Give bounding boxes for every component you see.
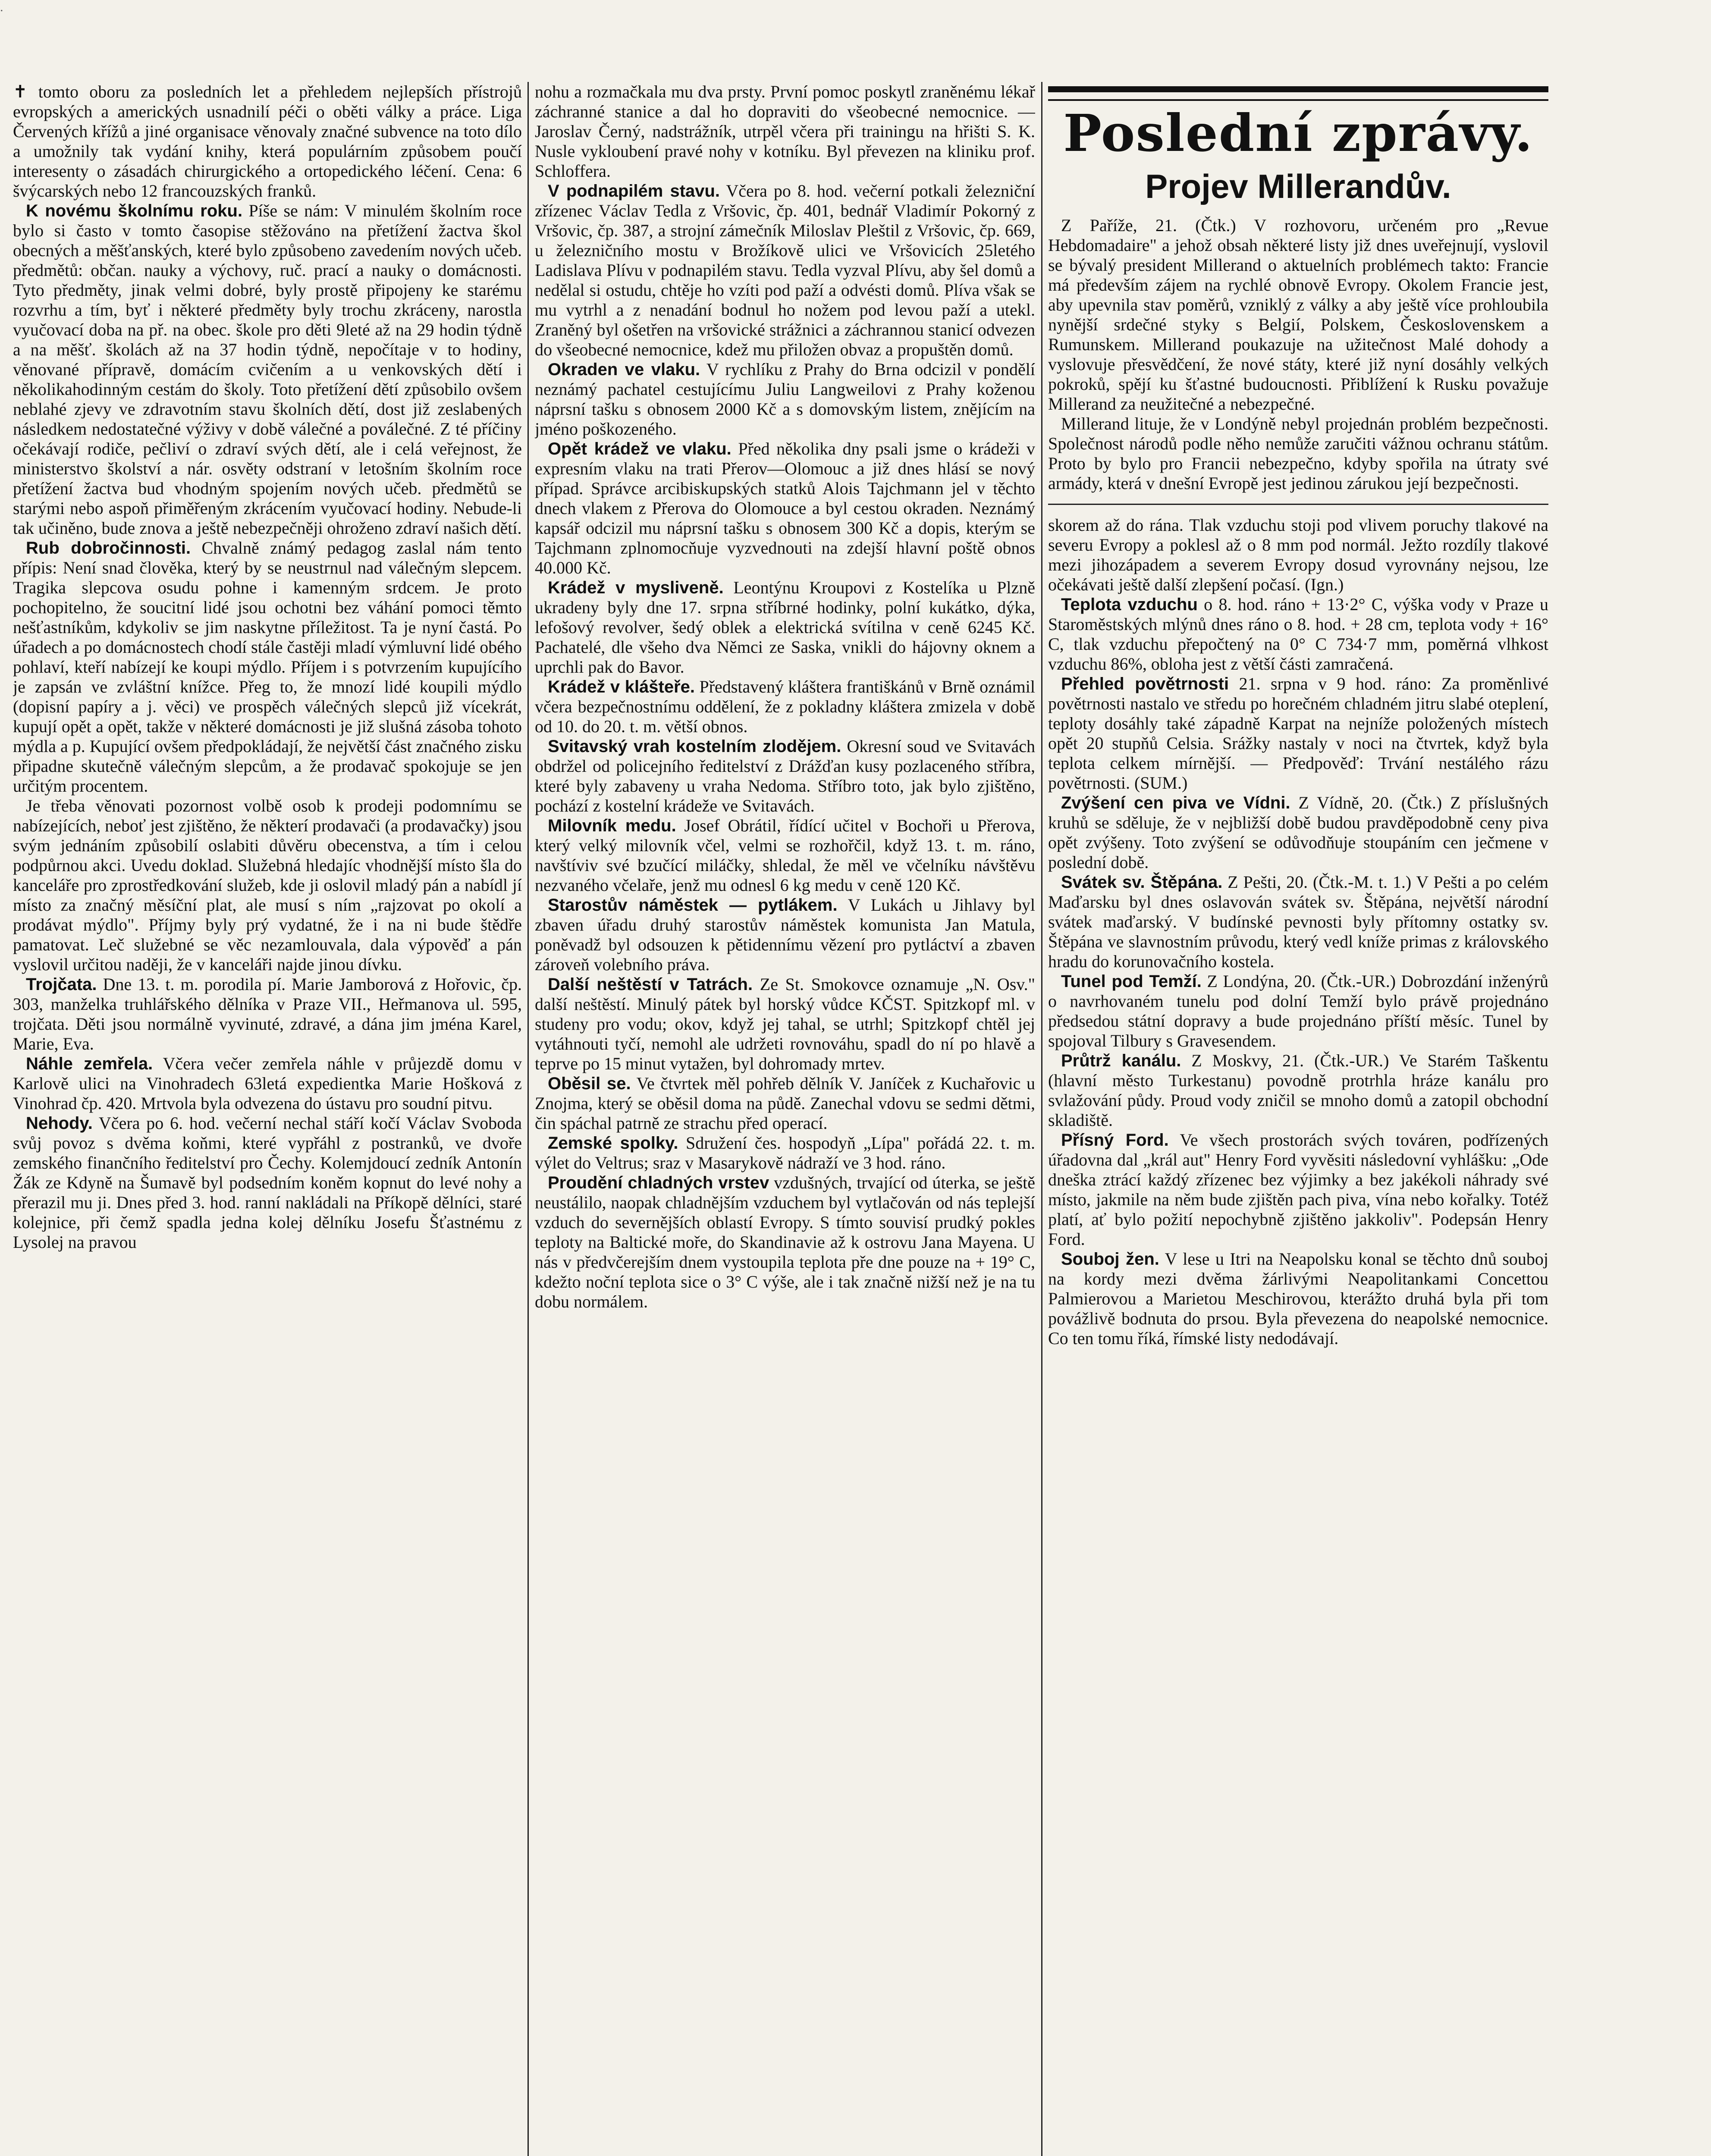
news-item-title: Svitavský vrah kostelním zlodějem. <box>548 737 841 756</box>
news-item-text: Včera po 8. hod. večerní potkali železniční zřízenec Václav Tedla z Vršovic, čp. 401, bednář Vladimír Pokorný z Vršovic, čp. 387, a strojní zámečník Miloslav Pleštil z Vršovic, čp. 669, u železničního mostu v Brožíkově ulici ve Vršovicích 25letého Ladislava Plívu v podnapilém stavu. Tedla vyzval Plívu, aby šel domů a nedělal si ostudu, chtěje ho vzíti pod paží a odvésti domů. Plíva však se mu vytrhl a z nenadání bodnul ho nožem pod levou paží a utekl. Zraněný byl ošetřen na vršovické strážnici a záchrannou stanicí odvezen do všeobecné nemocnice, kdež mu přiložen obvaz a propuštěn domů. <box>535 181 1035 359</box>
news-item-title: Oběsil se. <box>548 1074 631 1093</box>
news-item-title: Průtrž kanálu. <box>1061 1051 1181 1070</box>
news-item-text: Chvalně známý pedagog zaslal nám tento přípis: Není snad člověka, který by se neustrnul nad válečným slepcem. Tragika slepcova osudu pohne i kamenným srdcem. Je proto pochopitelno, že soucitní lidé jsou ochotni bez váhání pomoci těmto nešťastníkům, kdykoliv se jim naskytne příležitost. Ta je nyní častá. Po úřadech a po domácnostech chodí stále častěji mladí výmluvní lidé obého pohlaví, kteří nabízejí ke koupi mýdlo. Příjem i s potvrzením kupujícího je zapsán ve zvláštní knížce. Přeg to, že mnozí lidé koupili mýdlo (dopisní papíry a j. věci) ve prospěch válečných slepců již vícekrát, kupují opět a opět, takže v některé domácnosti je již slušná zásoba tohoto mýdla a p. Kupující ovšem předpokládají, že největší část značného zisku připadne skutečně válečným slepcům, a že prodavač spokojuje se jen určitým procentem. <box>13 538 522 796</box>
news-item <box>535 1173 1035 1312</box>
news-item <box>1048 971 1548 1051</box>
news-item <box>535 578 1035 677</box>
column-rule <box>1041 82 1042 2156</box>
news-item-title: Proudění chladných vrstev <box>548 1173 769 1192</box>
news-item-title: Další neštěstí v Tatrách. <box>548 975 753 994</box>
article-text: skorem až do rána. Tlak vzduchu stoji pod vlivem poruchy tlakové na severu Evropy a poklesl až o 8 mm pod normál. Ježto rozdíly tlakové mezi jihozápadem a severem Evropy dosud vyrovnány nejsou, lze očekávati ještě další zlepšení počasí. (Ign.) <box>1048 515 1548 594</box>
banner-rule <box>1048 99 1548 101</box>
news-item-text: o 8. hod. ráno + 13·2° C, výška vody v Praze u Staroměstských mlýnů dnes ráno o 8. hod. + 28 cm, teplota vody + 16° C, tlak vzduchu přepočtený na 0° C 734·7 mm, poměrná vlhkost vzduchu 86%, obloha jest z větší části zamračená. <box>1048 595 1548 674</box>
article-text: ✝ tomto oboru za posledních let a přehledem nejlepších přístrojů evropských a amerických usnadnilí péči o oběti války a práce. Liga Červených křížů a jiné organisace věnovaly značné subvence na toto dílo a umožnily tak vydání knihy, která populárním způsobem poučí interesenty o zásadách chirurgického a ortopedického léčení. Cena: 6 švýcarských nebo 12 francouzských franků. <box>13 82 522 201</box>
news-item <box>535 895 1035 975</box>
news-item <box>535 439 1035 578</box>
news-item-text: Před několika dny psali jsme o krádeži v expresním vlaku na trati Přerov—Olomouc a již dnes hlásí se nový případ. Správce arcibiskupských statků Alois Tajchmann jel v těchto dnech vlakem z Přerova do Olomouce a byl cestou okraden. Neznámý kapsář odcizil mu náprsní tašku s obnosem 300 Kč a dopis, kterým se Tajchmann zplnomocňuje vyzvednouti na zdejší hlavní poště obnos 40.000 Kč. <box>535 439 1035 577</box>
news-item-title: Rub dobročinnosti. <box>26 539 191 558</box>
news-item-text: Sdružení čes. hospodyň „Lípa" pořádá 22. t. m. výlet do Veltrus; sraz v Masarykově nádraží ve 3 hod. ráno. <box>535 1133 1035 1172</box>
news-item <box>13 1054 522 1113</box>
news-item <box>535 1133 1035 1173</box>
news-item <box>1048 1051 1548 1130</box>
news-item <box>1048 793 1548 872</box>
newspaper-page <box>13 82 1695 2156</box>
news-item-text: vzdušných, trvající od úterka, se ještě neustálilo, naopak chladnějším vzduchem byl vytlačován od nás teplejší vzduch do severnějších oblastí Evropy. S tímto souvisí prudký pokles teploty na Baltické moře, do Skandinavie až k ostrovu Jana Mayena. U nás v předvčerejším dnem vystoupila teplota pře dne pouze na + 19° C, kdežto noční teplota sice o 3° C výše, ale i tak značně nižší než je na tu dobu normálem. <box>535 1173 1035 1311</box>
news-item-text: Z Vídně, 20. (Čtk.) Z příslušných kruhů se sděluje, že v nejbližší době budou pravděpodobně ceny piva opět zvýšeny. Toto zvýšení se odůvodňuje stoupáním cen ječmene v poslední době. <box>1048 793 1548 872</box>
news-item <box>535 1074 1035 1133</box>
news-item-text: Včera večer zemřela náhle v průjezdě domu v Karlově ulici na Vinohradech 63letá expedientka Marie Hošková z Vinohrad čp. 420. Mrtvola byla odvezena do ústavu pro soudní pitvu. <box>13 1054 522 1113</box>
news-item-title: V podnapilém stavu. <box>548 182 720 201</box>
news-item-text: Z Londýna, 20. (Čtk.-UR.) Dobrozdání inženýrů o navrhovaném tunelu pod dolní Temží bylo právě projednáno předsedou státní dopravy a bude projednáno příští měsíc. Tunel by spojoval Tilbury s Gravesendem. <box>1048 971 1548 1050</box>
news-item-title: Přehled povětrnosti <box>1061 674 1229 693</box>
news-item-text: Včera po 6. hod. večerní nechal stáří kočí Václav Svoboda svůj povoz s dvěma koňmi, které vypřáhl z postranků, ve dvoře zemského finančního ředitelství pro Čechy. Kolemjdoucí zedník Antonín Žák ze Kdyně na Šumavě byl podsedním koněm kopnut do levé nohy a přerazil mu ji. Dnes před 3. hod. ranní nakládali na Příkopě dělníci, staré kolejnice, při čemž spadla jedna kolej dělníku Josefu Šťastnému z Lysolej na pravou <box>13 1113 522 1252</box>
news-item <box>1048 1249 1548 1348</box>
news-item-text: V Lukách u Jihlavy byl zbaven úřadu druhý starostův náměstek komunista Jan Matula, poněvadž byl odsouzen k pětidennímu vězení pro pytláctví a zbaven zároveň volebního práva. <box>535 895 1035 974</box>
news-item <box>1048 872 1548 971</box>
news-item-text: Z Moskvy, 21. (Čtk.-UR.) Ve Starém Taškentu (hlavní město Turkestanu) povodně protrhla hráze kanálu pro svlažování půdy. Proud vody zničil se mnoho domů a zatopil obchodní skladiště. <box>1048 1051 1548 1130</box>
news-item <box>1048 595 1548 674</box>
news-item-text: Ve všech prostorách svých továren, podřízených úřadovna dal „král aut" Henry Ford vyvěsiti následovní vyhlášku: „Ode dneška ztrácí každý zřízenec bez výjimky a bez jakékoli náhrady své místo, jakmile na něm bude zjištěn pach piva, vína nebo kořalky. Totéž platí, ať bylo požití nepochybně zjištěno jakkoliv". Podepsán Henry Ford. <box>1048 1130 1548 1249</box>
article-headline: Projev Millerandův. <box>1145 167 1451 205</box>
article-text: Z Paříže, 21. (Čtk.) V rozhovoru, určeném pro „Revue Hebdomadaire" a jehož obsah některé listy již dnes uveřejnují, vyslovil se bývalý president Millerand o aktuelních problémech takto: Francie má především zájem na rychlé obnově Evropy. Okolem Francie jest, aby upevnila stav poměrů, vzniklý z války a aby ještě více prohloubila nynější srdečné styky s Belgií, Polskem, Československem a Rumunskem. Millerand poukazuje na užitečnost Malé dohody a vyslovuje přesvědčení, že nové státy, které již nyní dosáhly velkých pokroků, spějí ku šťastné budoucnosti. Přiblížení k Rusku považuje Millerand za neužitečné a nebezpečné. <box>1048 216 1548 414</box>
news-item <box>535 181 1035 360</box>
news-item <box>535 975 1035 1074</box>
news-item-text: Je třeba věnovati pozornost volbě osob k prodeji podomnímu se nabízejících, neboť jest zjištěno, že některí prodavači (a prodavačky) jsou svým jednáním způsobilí oslabiti důvěru obecenstva, a tím i celou podpůrnou akci. Uvedu doklad. Služebná hledajíc vhodnější místo šla do kanceláře pro zprostředkování služeb, kde ji oslovil mladý pán a nabídl jí místo za značný měsíční plat, ale musí s ním „rajzovat po okolí a prodávat mýdlo". Příjmy byly prý vydatné, že i na ni bude štědře pamatovat. Leč služebné se věc nezamlouvala, dala výpověď a pán vyslovil určitou naději, že v kanceláři najde jinou dívku. <box>13 796 522 974</box>
news-item-text: V lese u Itri na Neapolsku konal se těchto dnů souboj na kordy mezi dvěma žárlivými Neapolitankami Concettou Palmierovou a Marietou Meschirovou, kterážto druhá byla při tom povážlivě bodnuta do prsou. Byla převezena do neapolské nemocnice. Co ten tomu říká, římské listy nedodávají. <box>1048 1249 1548 1348</box>
news-item-title: Náhle zemřela. <box>26 1054 153 1073</box>
column-rule <box>527 82 529 2156</box>
column-2 <box>535 82 1035 2156</box>
news-item <box>535 360 1035 439</box>
news-item-text: Leontýnu Kroupovi z Kostelíka u Plzně ukradeny byly dne 17. srpna stříbrné hodinky, polní kukátko, dýka, lefošový revolver, šedý oblek a elektrická svítilna v ceně 6245 Kč. Pachatelé, dle všeho dva Němci ze Saska, vnikli do hájovny oknem a uprchli pak do Bavor. <box>535 578 1035 677</box>
news-item-text: Ze St. Smokovce oznamuje „N. Osv." další neštěstí. Minulý pátek byl horský vůdce KČST. Spitzkopf ml. v studeny pro vodu; okov, když jej tahal, se utrhl; Spitzkopf chtěl jej vytáhnouti tyčí, nemohl ale udržeti rovnováhu, spadl do ní po hlavě a teprve po 15 minut vytažen, byl dohromady mrtev. <box>535 975 1035 1073</box>
news-item <box>13 975 522 1054</box>
news-item-text: V rychlíku z Prahy do Brna odcizil v pondělí neznámý pachatel cestujícímu Juliu Langweilovi z Prahy koženou náprsní tašku s obnosem 2000 Kč a s domovským listem, znějícím na jméno poškozeného. <box>535 360 1035 439</box>
news-item-text: Píše se nám: V minulém školním roce bylo si často v tomto časopise stěžováno na přetížení žactva škol obecných a měšťanských, které bylo způsobeno zavedením nových učeb. předmětů: občan. nauky a výchovy, ruč. prací a nauky o domácnosti. Tyto předměty, jinak velmi dobré, byly prostě připojeny ke starému rozvrhu a tím, byť i některé předměty byly trochu zkráceny, narostla vyučovací doba na př. na obec. škole pro děti 9leté až na 29 hodin týdně a na měšť. školách až na 37 hodin týdně, nepočítaje v to hodiny, věnované přípravě, domácím cvičením a u venkovských dětí i několikahodinným cestám do školy. Toto přetížení dětí způsobilo ovšem neblahé zjevy ve zdravotním stavu školních dětí, dost již zeslabených následkem nedostatečné výživy v době válečné a poválečné. Z té příčiny očekávají rodiče, pečliví o zdraví svých dětí, ale i celá veřejnost, že ministerstvo školství a nár. osvěty odstraní v letošním školním roce přetížení žactva bud vhodným spojením nových učeb. předmětů se starými nebo aspoň přiměřeným zkrácením vyučovací hodiny. Nebude-li tak učiněno, bude znova a ještě nebezpečněji ohroženo zdraví našich dětí. <box>13 201 522 538</box>
news-item-title: Teplota vzduchu <box>1061 595 1198 614</box>
news-item-text: Dne 13. t. m. porodila pí. Marie Jamborová z Hořovic, čp. 303, manželka truhlářského dělníka v Praze VII., Heřmanova ul. 595, trojčata. Děti jsou normálně vyvinuté, zdravé, a dána jim jména Karel, Marie, Eva. <box>13 975 522 1053</box>
news-item-title: Tunel pod Temží. <box>1061 972 1202 991</box>
news-item-title: Svátek sv. Štěpána. <box>1061 873 1223 892</box>
news-item-title: Krádež v mysliveně. <box>548 578 724 597</box>
news-item <box>1048 1130 1548 1249</box>
news-item <box>1048 674 1548 793</box>
news-item-title: Milovník medu. <box>548 816 676 835</box>
news-item <box>13 1113 522 1252</box>
news-item-title: Zemské spolky. <box>548 1134 678 1153</box>
news-item <box>535 677 1035 736</box>
article-text: nohu a rozmačkala mu dva prsty. První pomoc poskytl zraněnému lékař záchranné stanice a dal ho dopraviti do všeobecné nemocnice. — Jaroslav Černý, nadstrážník, utrpěl včera při trainingu na hřišti S. K. Nusle vykloubení pravé nohy v kotníku. Byl převezen na kliniku prof. Schloffera. <box>535 82 1035 181</box>
news-item-text: Josef Obrátil, řídící učitel v Bochoři u Přerova, který velký milovník včel, velmi se rozhořčil, když 13. t. m. ráno, navštíviv své bzučící miláčky, shledal, že měl ve včelníku návštěvu nezvaného včelaře, jenž mu odnesl 6 kg medu v ceně 120 Kč. <box>535 816 1035 895</box>
section-divider <box>1048 504 1548 505</box>
news-item-text: Z Pešti, 20. (Čtk.-M. t. 1.) V Pešti a po celém Maďarsku byl dnes oslavován svátek sv. Štěpána, největší národní svátek maďarský. V budínské pevnosti byly přítomny ostatky sv. Štěpána ve slavnostním průvodu, který vedl kníže primas z královského hradu do korunovačního kostela. <box>1048 872 1548 971</box>
column-3 <box>1048 82 1548 2156</box>
news-item-title: Okraden ve vlaku. <box>548 360 700 379</box>
news-item-title: Přísný Ford. <box>1061 1131 1169 1150</box>
banner-rule <box>1048 86 1548 92</box>
section-headline: Poslední zprávy. <box>1063 103 1533 163</box>
news-item-text: Představený kláštera františkánů v Brně oznámil včera bezpečnostnímu oddělení, že z pokladny kláštera zmizela v době od 10. do 20. t. m. větší obnos. <box>535 677 1035 736</box>
news-item-title: Trojčata. <box>26 975 97 994</box>
news-item-title: Nehody. <box>26 1114 93 1133</box>
column-1 <box>13 82 522 2156</box>
news-item-title: Zvýšení cen piva ve Vídni. <box>1061 793 1290 812</box>
news-item <box>13 201 522 538</box>
news-item-title: Souboj žen. <box>1061 1250 1159 1269</box>
news-item-title: Krádež v klášteře. <box>548 677 695 696</box>
news-item <box>13 538 522 796</box>
page-corner-mark: . <box>0 0 3 14</box>
news-item-text: Okresní soud ve Svitavách obdržel od policejního ředitelství z Drážďan kusy pozlaceného stříbra, které byly zabaveny u vraha Nedoma. Stříbro toto, jak bylo zjištěno, pochází z kostelní krádeže ve Svitavách. <box>535 736 1035 815</box>
news-item-title: Starostův náměstek — pytlákem. <box>548 896 838 915</box>
news-item-title: Opět krádež ve vlaku. <box>548 439 731 458</box>
news-item <box>535 736 1035 816</box>
news-item-text: Ve čtvrtek měl pohřeb dělník V. Janíček z Kuchařovic u Znojma, který se oběsil doma na půdě. Zanechal vdovu se sedmi dětmi, čin spáchal patrně ze strachu před operací. <box>535 1074 1035 1133</box>
news-item-text: 21. srpna v 9 hod. ráno: Za proměnlivé povětrnosti nastalo ve středu po horečném chladném jitru slabé oteplení, teploty dosáhly také západně Karpat na nejníže položených místech opět 20 stupňů Celsia. Srážky nastaly v noci na čtvrtek, když byla teplota celkem mírnější. — Předpověď: Trvání nestálého rázu povětrnosti. (SUM.) <box>1048 674 1548 793</box>
article-text: Millerand lituje, že v Londýně nebyl projednán problém bezpečnosti. Společnost národů podle něho nemůže zaručiti vážnou ochranu státům. Proto by bylo pro Francii nebezpečno, kdyby spořila na útraty své armády, která v dnešní Evropě jest jedinou zárukou její bezpečnosti. <box>1048 414 1548 493</box>
news-item <box>535 816 1035 895</box>
news-item-title: K novému školnímu roku. <box>26 201 243 220</box>
